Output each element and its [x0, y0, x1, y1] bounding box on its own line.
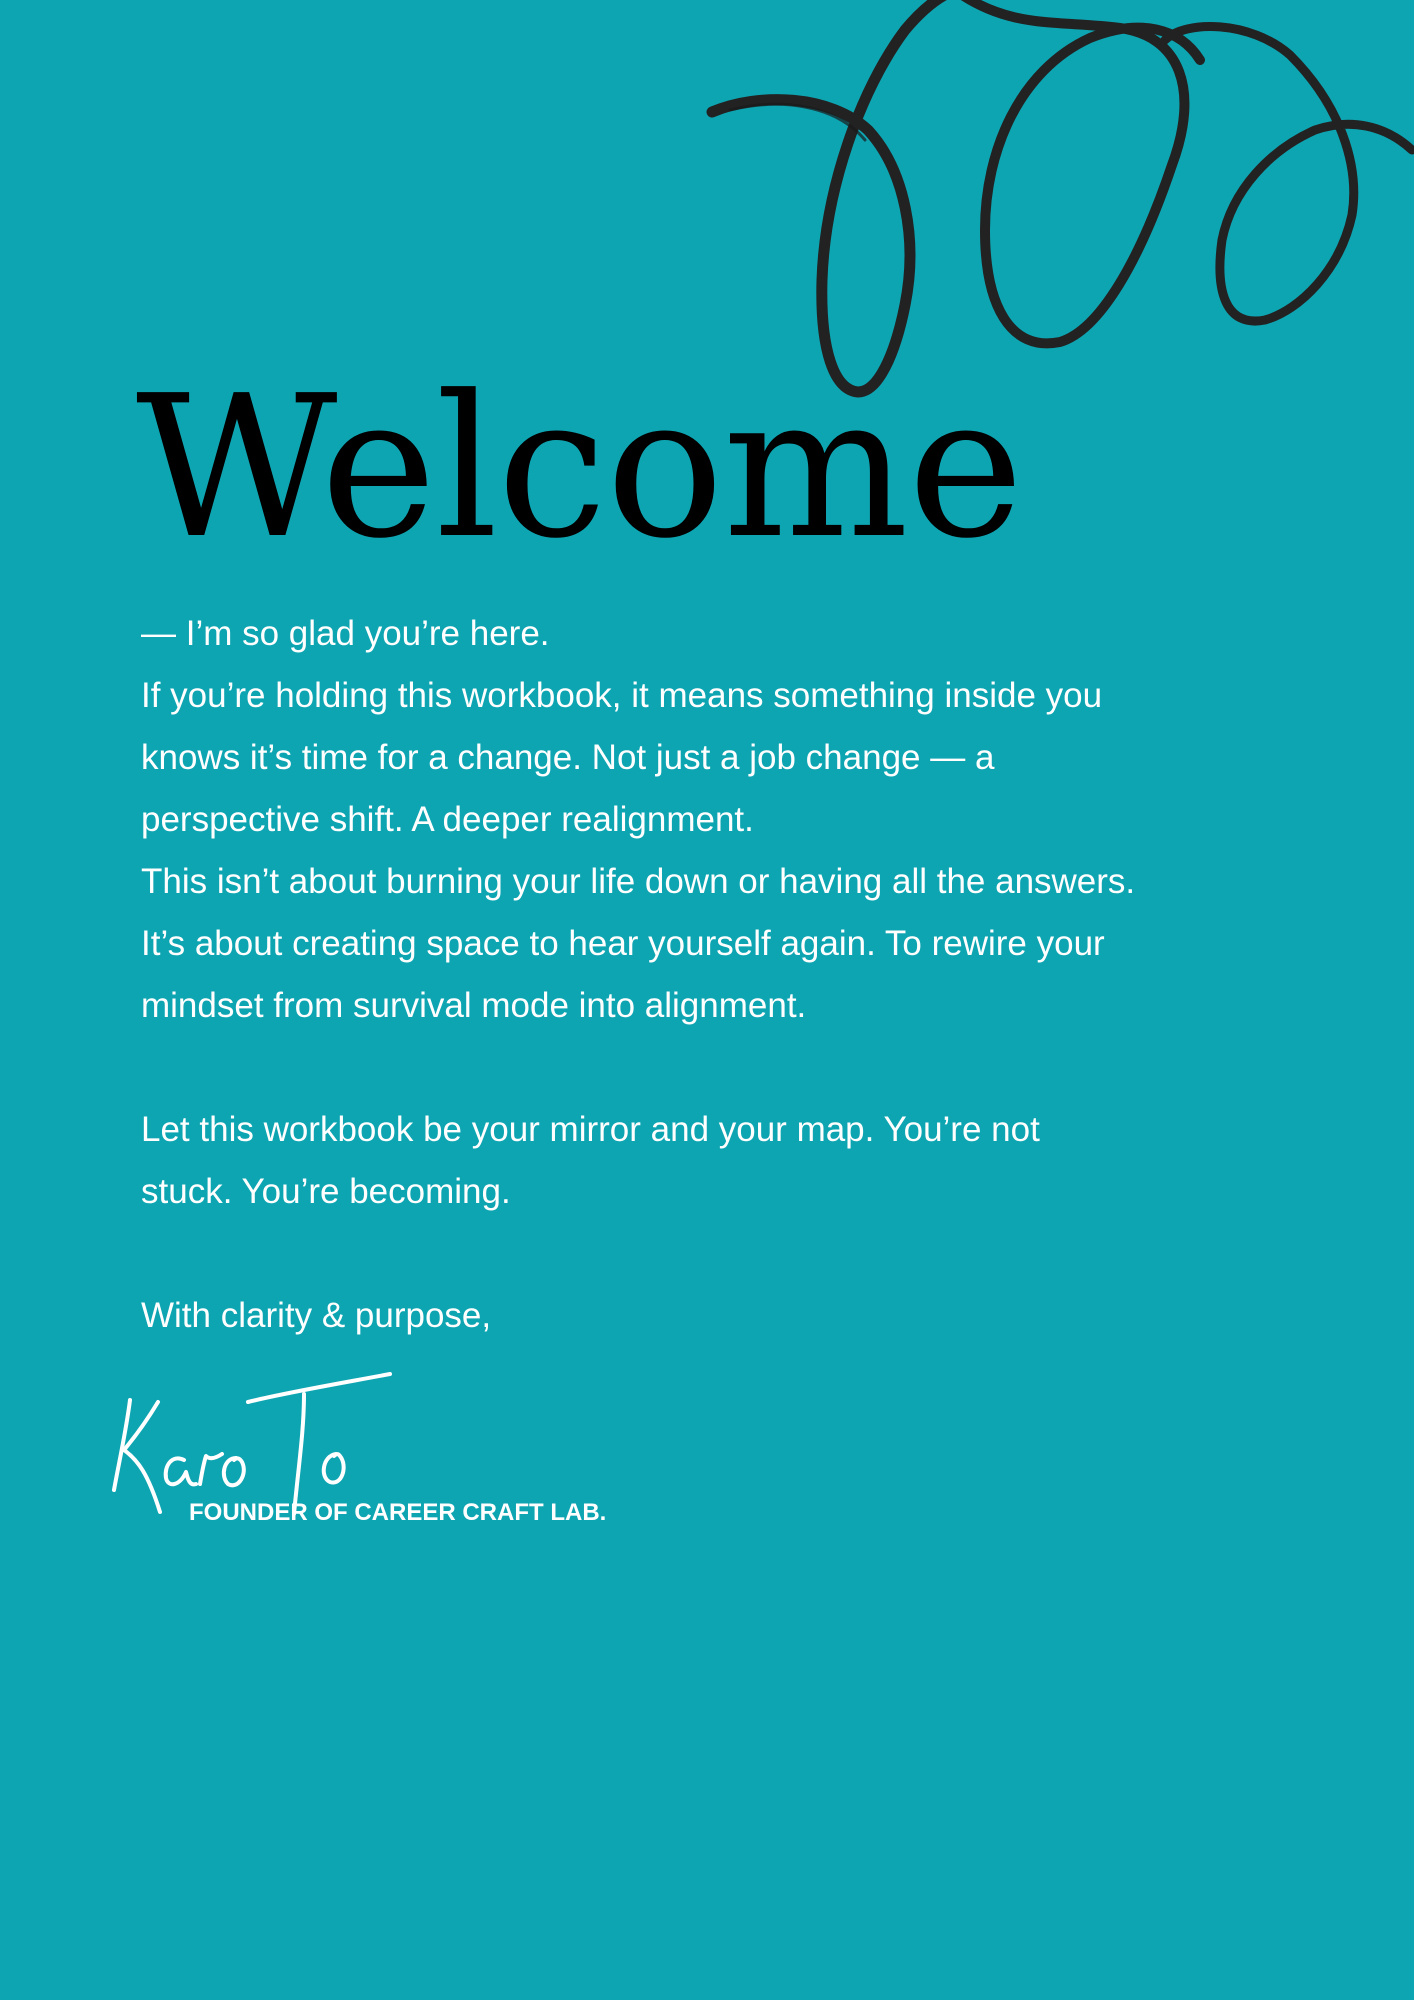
paragraph-1-line: If you’re holding this workbook, it means something inside you — [141, 676, 1103, 715]
swirl-loop-2 — [955, 0, 1200, 343]
swirl-loop-1 — [712, 0, 955, 392]
founder-title: FOUNDER OF CAREER CRAFT LAB. — [189, 1499, 607, 1526]
page-title: Welcome — [136, 354, 1023, 582]
paragraph-3-line: stuck. You’re becoming. — [141, 1172, 511, 1211]
intro-line: — I’m so glad you’re here. — [141, 614, 550, 653]
paragraph-2-line: mindset from survival mode into alignment. — [141, 986, 807, 1025]
paragraph-spacer — [141, 1037, 1341, 1099]
welcome-letter — [141, 603, 1341, 1347]
paragraph-1-line: perspective shift. A deeper realignment. — [141, 800, 754, 839]
paragraph-spacer — [141, 1223, 1341, 1285]
closing-line: With clarity & purpose, — [141, 1296, 492, 1335]
paragraph-2-line: It’s about creating space to hear yourself again. To rewire your — [141, 924, 1105, 963]
paragraph-2-line: This isn’t about burning your life down or having all the answers. — [141, 862, 1136, 901]
paragraph-3-line: Let this workbook be your mirror and your map. You’re not — [141, 1110, 1040, 1149]
paragraph-1-line: knows it’s time for a change. Not just a job change — a — [141, 738, 995, 777]
swirl-loop-3 — [1165, 26, 1412, 321]
